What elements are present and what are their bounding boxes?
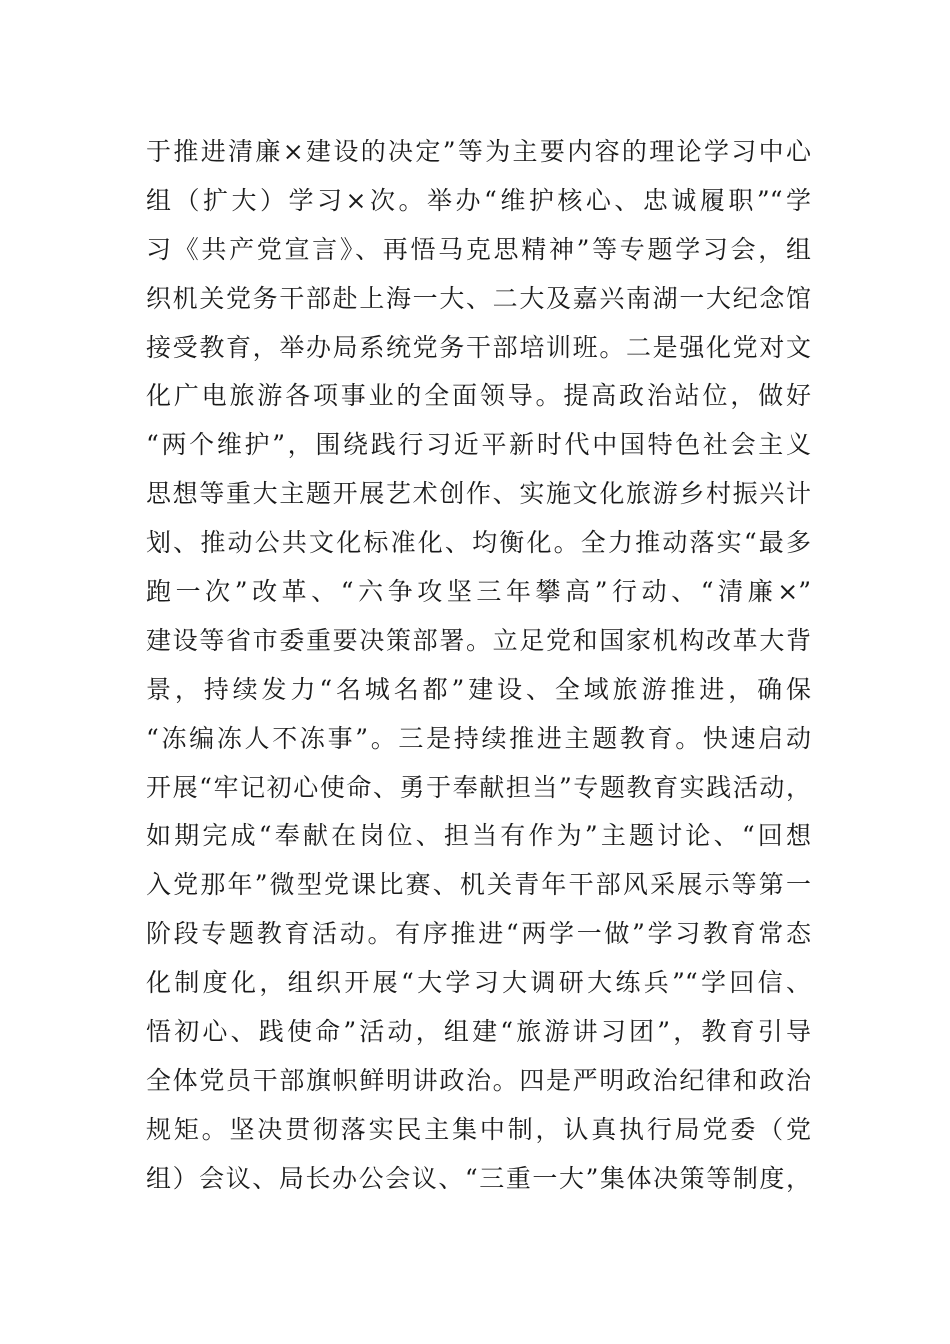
- text-line: 规矩。坚决贯彻落实民主集中制，认真执行局党委（党: [146, 1114, 811, 1144]
- text-line: 思想等重大主题开展艺术创作、实施文化旅游乡村振兴计: [146, 479, 811, 509]
- text-line: 悟初心、践使命”活动，组建“旅游讲习团”，教育引导: [146, 1017, 811, 1047]
- text-line: “两个维护”，围绕践行习近平新时代中国特色社会主义: [146, 430, 811, 460]
- text-line: 如期完成“奉献在岗位、担当有作为”主题讨论、“回想: [146, 821, 811, 851]
- text-line: 阶段专题教育活动。有序推进“两学一做”学习教育常态: [146, 919, 811, 949]
- text-line: 化制度化，组织开展“大学习大调研大练兵”“学回信、: [146, 968, 811, 998]
- text-line: 习《共产党宣言》、再悟马克思精神”等专题学习会，组: [146, 234, 811, 264]
- text-line: 全体党员干部旗帜鲜明讲政治。四是严明政治纪律和政治: [146, 1065, 811, 1095]
- text-line: 开展“牢记初心使命、勇于奉献担当”专题教育实践活动，: [146, 772, 811, 802]
- text-line: 接受教育，举办局系统党务干部培训班。二是强化党对文: [146, 332, 811, 362]
- text-line: 跑一次”改革、“六争攻坚三年攀高”行动、“清廉×”: [146, 577, 811, 607]
- body-text: [146, 128, 811, 1204]
- text-line: 织机关党务干部赴上海一大、二大及嘉兴南湖一大纪念馆: [146, 283, 811, 313]
- text-line: 组（扩大）学习×次。举办“维护核心、忠诚履职”“学: [146, 185, 811, 215]
- text-line: 景，持续发力“名城名都”建设、全域旅游推进，确保: [146, 674, 811, 704]
- text-line: 建设等省市委重要决策部署。立足党和国家机构改革大背: [146, 625, 811, 655]
- text-line: 入党那年”微型党课比赛、机关青年干部风采展示等第一: [146, 870, 811, 900]
- text-line: 于推进清廉×建设的决定”等为主要内容的理论学习中心: [146, 137, 811, 166]
- text-line: 划、推动公共文化标准化、均衡化。全力推动落实“最多: [146, 528, 811, 558]
- text-line: “冻编冻人不冻事”。三是持续推进主题教育。快速启动: [146, 723, 811, 753]
- text-line: 化广电旅游各项事业的全面领导。提高政治站位，做好: [146, 381, 811, 411]
- text-line: 组）会议、局长办公会议、“三重一大”集体决策等制度，: [146, 1163, 811, 1193]
